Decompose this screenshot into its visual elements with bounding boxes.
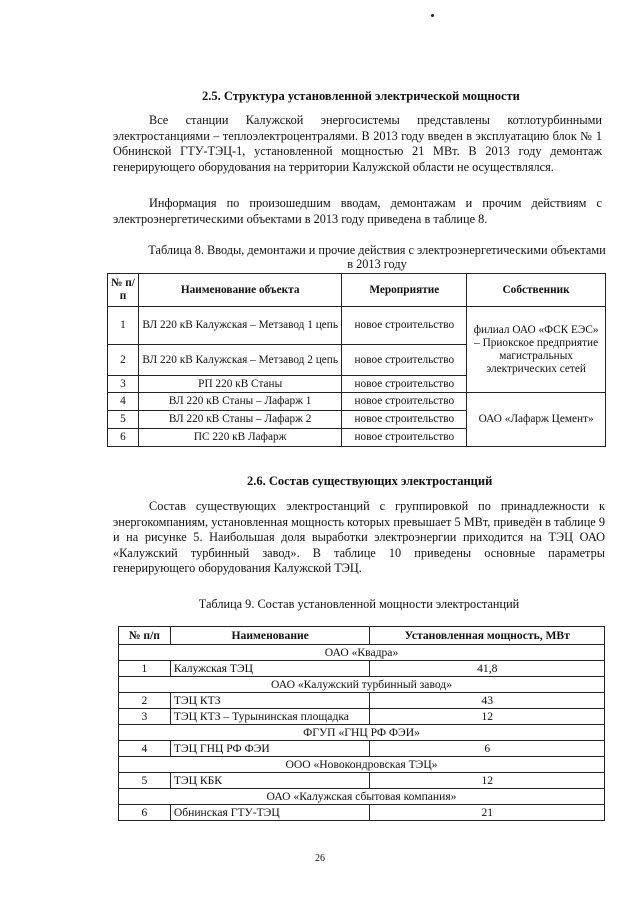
group-row [119,757,605,773]
group-row [119,789,605,805]
cell-object: ВЛ 220 кВ Станы – Лафарж 2 [138,411,341,429]
cell-name: ТЭЦ КТЗ – Турынинская площадка [170,709,370,725]
cell-number: 2 [108,345,139,376]
cell-number: 1 [119,661,171,677]
cell-name: ТЭЦ КБК [170,773,370,789]
cell-capacity: 41,8 [370,661,605,677]
cell-number: 4 [119,741,171,757]
section-2-5-paragraph-2: Информация по произошедшим вводам, демонтажам и прочим действиям с электроэнергетическими объектами в 2013 году приведена в таблице 8. [113,196,602,226]
table-9-caption: Таблица 9. Состав установленной мощности электростанций [198,597,520,611]
header-number: № п/п [108,274,139,307]
cell-number: 3 [108,376,139,393]
group-row [119,645,605,661]
table-row [108,393,606,411]
cell-action: новое строительство [342,429,467,447]
header-owner: Собственник [467,274,606,307]
cell-name: ТЭЦ КТЗ [170,693,370,709]
cell-number: 5 [108,411,139,429]
table-row [119,741,605,757]
header-object: Наименование объекта [138,274,341,307]
group-company: ОАО «Квадра» [119,645,605,661]
section-2-5-paragraph-1: Все станции Калужской энергосистемы представлены котлотурбинными электростанциями – теплоэлектроцентралями. В 2013 году введен в эксплуатацию блок № 1 Обнинской ГТУ-ТЭЦ-1, установленной мощностью 21 МВт. В 2013 году демонтаж генерирующего оборудования на территории Калужской области не осуществлялся. [113,113,602,174]
cell-capacity: 6 [370,741,605,757]
table-8-caption: Таблица 8. Вводы, демонтажи и прочие действия с электроэнергетическими объектами в 2013 году [148,243,606,271]
cell-name: ТЭЦ ГНЦ РФ ФЭИ [170,741,370,757]
header-action: Мероприятие [342,274,467,307]
table-9 [118,626,605,821]
cell-object: ПС 220 кВ Лафарж [138,429,341,447]
scan-speck [431,14,434,17]
table-9-header-row [119,627,605,645]
group-company: ФГУП «ГНЦ РФ ФЭИ» [119,725,605,741]
table-8 [107,273,606,447]
group-company: ОАО «Калужский турбинный завод» [119,677,605,693]
cell-owner-fsk: филиал ОАО «ФСК ЕЭС» – Приокское предприятие магистральных электрических сетей [467,307,606,393]
header-capacity: Установленная мощность, МВт [370,627,605,645]
cell-number: 6 [119,805,171,821]
cell-object: ВЛ 220 кВ Станы – Лафарж 1 [138,393,341,411]
cell-object: РП 220 кВ Станы [138,376,341,393]
section-2-6-paragraph: Состав существующих электростанций с группировкой по принадлежности к энергокомпаниям, установленная мощность которых превышает 5 МВт, приведён в таблице 9 и на рисунке 5. Наибольшая доля выработки электроэнергии приходится на ТЭЦ ОАО «Калужский турбинный завод». В таблице 10 приведены основные параметры генерирующего оборудования Калужской ТЭЦ. [113,499,605,576]
cell-number: 3 [119,709,171,725]
cell-number: 2 [119,693,171,709]
section-2-5-heading: 2.5. Структура установленной электрической мощности [202,89,520,103]
cell-action: новое строительство [342,376,467,393]
cell-name: Калужская ТЭЦ [170,661,370,677]
cell-name: Обнинская ГТУ-ТЭЦ [170,805,370,821]
group-company: ОАО «Калужская сбытовая компания» [119,789,605,805]
cell-number: 6 [108,429,139,447]
section-2-6-heading: 2.6. Состав существующих электростанций [247,474,493,488]
group-row [119,677,605,693]
cell-action: новое строительство [342,307,467,345]
header-number: № п/п [119,627,171,645]
table-row [119,773,605,789]
table-row [119,805,605,821]
cell-action: новое строительство [342,345,467,376]
cell-number: 4 [108,393,139,411]
cell-action: новое строительство [342,411,467,429]
header-name: Наименование [170,627,370,645]
cell-capacity: 43 [370,693,605,709]
table-row [119,693,605,709]
cell-owner-lafarge: ОАО «Лафарж Цемент» [467,393,606,447]
table-row [119,709,605,725]
group-row [119,725,605,741]
cell-object: ВЛ 220 кВ Калужская – Метзавод 2 цепь [138,345,341,376]
table-row [119,661,605,677]
table-8-header-row [108,274,606,307]
page-number: 26 [315,853,325,864]
cell-number: 1 [108,307,139,345]
cell-capacity: 21 [370,805,605,821]
cell-capacity: 12 [370,773,605,789]
cell-capacity: 12 [370,709,605,725]
table-row [108,307,606,345]
cell-object: ВЛ 220 кВ Калужская – Метзавод 1 цепь [138,307,341,345]
group-company: ООО «Новокондровская ТЭЦ» [119,757,605,773]
cell-number: 5 [119,773,171,789]
cell-action: новое строительство [342,393,467,411]
